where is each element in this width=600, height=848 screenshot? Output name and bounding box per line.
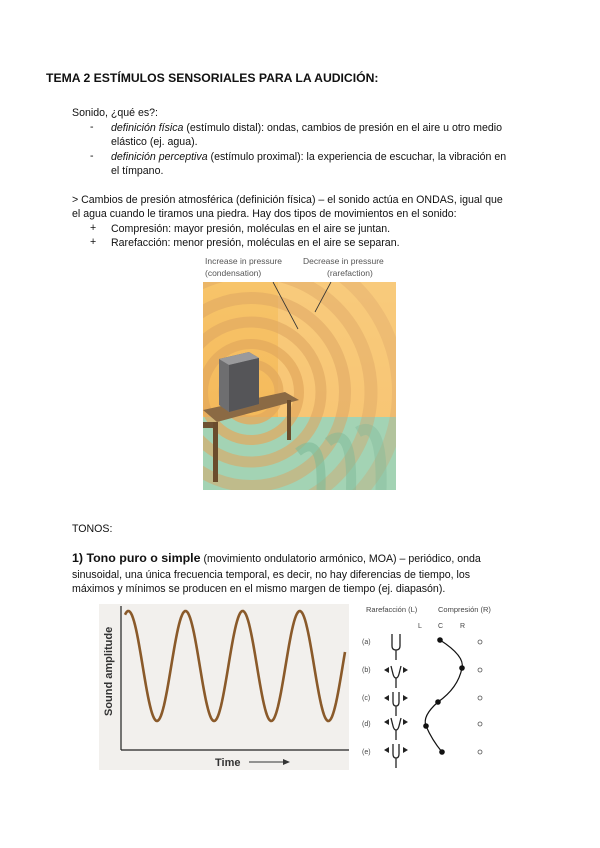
tuning-fork-figure bbox=[360, 604, 510, 770]
title-compresion: Compresión (R) bbox=[438, 605, 491, 614]
definition-perceptiva: definición perceptiva (estímulo proximal): la experiencia de escuchar, la vibración en bbox=[111, 151, 507, 163]
tuning-forks bbox=[391, 634, 401, 768]
row-label-e: (e) bbox=[362, 749, 371, 756]
row-label-d: (d) bbox=[362, 721, 371, 728]
row-label-c: (c) bbox=[362, 695, 371, 702]
definition-fisica: definición física (estímulo distal): ondas, cambios de presión en el aire u otro medio bbox=[111, 122, 503, 134]
intro-question: Sonido, ¿qué es?: bbox=[72, 107, 158, 119]
col-label-R: R bbox=[460, 623, 466, 630]
compression-markers bbox=[478, 640, 482, 754]
definition-fisica-cont: elástico (ej. agua). bbox=[111, 136, 198, 148]
tonos-heading: TONOS: bbox=[72, 523, 113, 535]
pressure-wave-figure bbox=[203, 252, 396, 490]
bullet-rarefaccion: + bbox=[90, 236, 97, 248]
bullet-fisica: - bbox=[90, 121, 94, 133]
tone1-line3: máximos y mínimos se producen en el mismo margen de tiempo (ej. diapasón). bbox=[72, 583, 446, 595]
label-increase-pressure: Increase in pressure bbox=[205, 256, 283, 266]
bullet-compresion: + bbox=[90, 222, 97, 234]
displacement-curve bbox=[425, 640, 462, 752]
definition-perceptiva-cont: el tímpano. bbox=[111, 165, 164, 177]
x-axis-label: Time bbox=[215, 757, 241, 769]
row-label-b: (b) bbox=[362, 667, 371, 674]
tone1-line1: 1) Tono puro o simple (movimiento ondulatorio armónico, MOA) – periódico, onda bbox=[72, 551, 481, 565]
rarefaccion-item: Rarefacción: menor presión, moléculas en el aire se separan. bbox=[111, 237, 400, 249]
col-label-L: L bbox=[418, 623, 422, 630]
label-rarefaction: (rarefaction) bbox=[327, 268, 373, 278]
row-label-a: (a) bbox=[362, 639, 371, 646]
sine-wave-figure bbox=[99, 604, 349, 770]
compresion-item: Compresión: mayor presión, moléculas en el aire se juntan. bbox=[111, 223, 391, 235]
bullet-perceptiva: - bbox=[90, 150, 94, 162]
col-label-C: C bbox=[438, 623, 444, 630]
label-condensation: (condensation) bbox=[205, 268, 262, 278]
label-decrease-pressure: Decrease in pressure bbox=[303, 256, 384, 266]
y-axis-label: Sound amplitude bbox=[103, 626, 115, 716]
tone1-line2: sinusoidal, una única frecuencia temporal, es decir, no hay diferencias de tiempo, los bbox=[72, 569, 471, 581]
page-heading: TEMA 2 ESTÍMULOS SENSORIALES PARA LA AUDICIÓN: bbox=[46, 71, 379, 85]
pressure-paragraph-2: el agua cuando le tiramos una piedra. Hay dos tipos de movimientos en el sonido: bbox=[72, 208, 457, 220]
pressure-paragraph-1: > Cambios de presión atmosférica (definición física) – el sonido actúa en ONDAS, igual que bbox=[72, 194, 503, 206]
loudspeaker bbox=[219, 352, 259, 412]
title-rarefaccion: Rarefacción (L) bbox=[366, 605, 418, 614]
